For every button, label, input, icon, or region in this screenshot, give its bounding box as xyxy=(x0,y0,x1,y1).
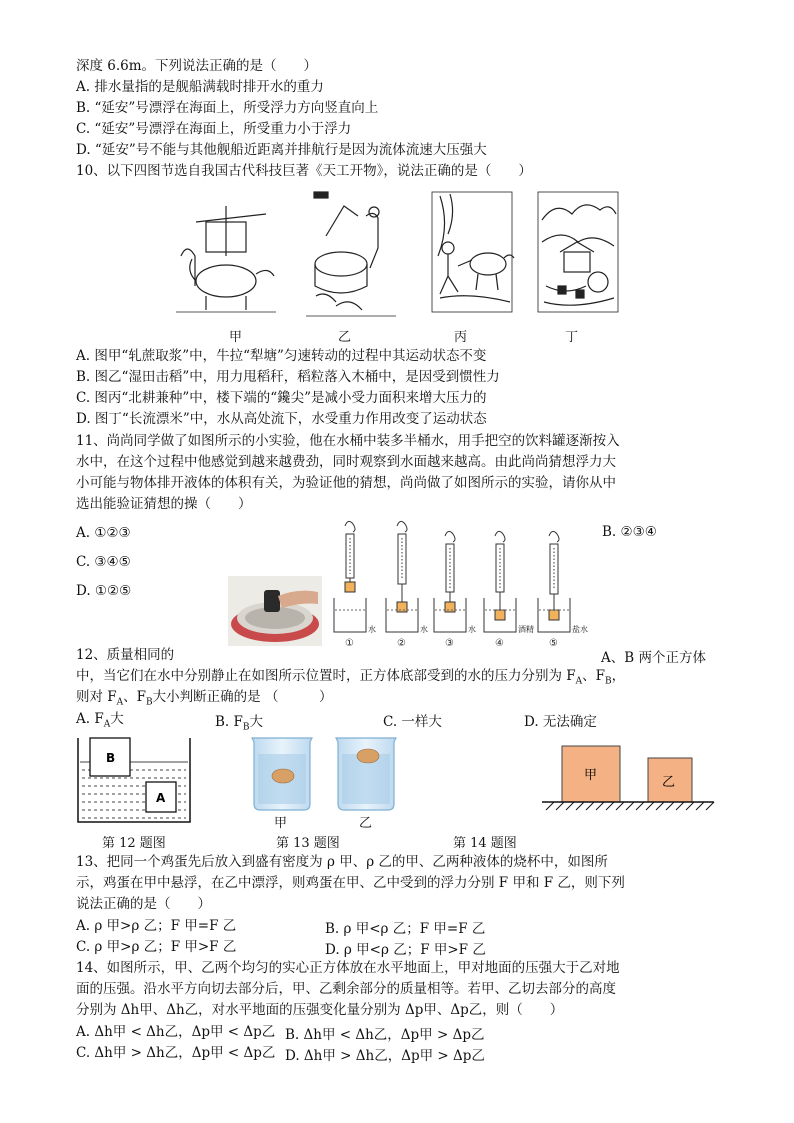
q13-option-b: B. ρ 甲<ρ 乙；F 甲=F 乙 xyxy=(325,921,486,937)
q11-stem-line2: 水中，在这个过程中他感觉到越来越费劲，同时观察到水面越来越高。由此尚尚猜想浮力大 xyxy=(76,454,616,470)
fig13-caption: 第 13 题图 xyxy=(276,836,340,851)
liquid-label-3: 水 xyxy=(468,625,476,634)
q12-option-c: C. 一样大 xyxy=(383,714,442,730)
caption-bing: 丙 xyxy=(454,330,468,345)
q13-stem-line3: 说法正确的是（ ） xyxy=(76,896,211,912)
ploughing-illustration xyxy=(432,192,514,312)
q10-option-d: D. 图丁“长流漂米”中，水从高处流下，水受重力作用改变了运动状态 xyxy=(76,411,487,427)
liquid-label-5: 盐水 xyxy=(572,625,588,634)
beaker-yi xyxy=(336,738,396,810)
q13-stem-line2: 示，鸡蛋在甲中悬浮，在乙中漂浮，则鸡蛋在甲、乙中受到的浮力分别 F 甲和 F 乙，则下列 xyxy=(76,875,625,891)
q14-stem-line3: 分别为 Δh甲、Δh乙，对水平地面的压强变化量分别为 Δp甲、Δp乙，则（ ） xyxy=(76,1002,564,1018)
beaker-number-4: ④ xyxy=(495,638,504,648)
q12-stem-line3: 则对 $F_A$、$F_B$大小判断正确的是 （ ） xyxy=(76,689,333,708)
q11-option-b: B. ②③④ xyxy=(602,524,657,540)
fig13-label-yi: 乙 xyxy=(359,816,373,831)
q10-stem: 10、以下四图节选自我国古代科技巨著《天工开物》，说法正确的是（ ） xyxy=(76,163,532,179)
fig14-cubes xyxy=(540,742,716,814)
liquid-label-4: 酒精 xyxy=(518,625,534,634)
q14-stem-line1: 14、如图所示，甲、乙两个均匀的实心正方体放在水平地面上，甲对地面的压强大于乙对地 xyxy=(76,960,620,976)
q13-option-c: C. ρ 甲>ρ 乙；F 甲>F 乙 xyxy=(76,939,237,955)
q9-option-a: A. 排水量指的是舰船满载时排开水的重力 xyxy=(76,79,324,95)
fig13-beakers xyxy=(246,736,406,812)
egg-jia xyxy=(272,769,294,783)
q9-option-d: D. “延安”号不能与其他舰船近距离并排航行是因为流体流速大压强大 xyxy=(76,142,487,158)
beaker-number-3: ③ xyxy=(445,638,454,648)
q12-stem-line1b: A、B 两个正方体 xyxy=(601,650,706,666)
bucket-photo xyxy=(228,576,322,646)
q12-stem-line2: 中，当它们在水中分别静止在如图所示位置时，正方体底部受到的水的压力分别为 $F_A$、$F_B$， xyxy=(76,668,626,687)
q9-option-c: C. “延安”号漂浮在海面上，所受重力小于浮力 xyxy=(76,121,352,137)
cube-jia-label: 甲 xyxy=(584,768,598,783)
q12-option-a: A. $F_A$大 xyxy=(76,711,124,730)
q14-option-d: D. Δh甲 > Δh乙，Δp甲 > Δp乙 xyxy=(285,1048,485,1064)
q11-option-c: C. ③④⑤ xyxy=(76,554,131,570)
caption-yi: 乙 xyxy=(338,330,352,345)
q11-option-a: A. ①②③ xyxy=(76,525,131,541)
egg-yi xyxy=(357,749,379,763)
q12-stem-line1a: 12、质量相同的 xyxy=(76,647,175,663)
q14-stem-line2: 面的压强。沿水平方向切去部分后，甲、乙剩余部分的质量相等。若甲、乙切去部分的高度 xyxy=(76,981,616,997)
q12-option-d: D. 无法确定 xyxy=(524,714,597,730)
q14-option-c: C. Δh甲 > Δh乙，Δp甲 < Δp乙 xyxy=(76,1045,276,1061)
water-mill-illustration xyxy=(538,192,618,312)
liquid-label-2: 水 xyxy=(420,625,428,634)
q9-stem-tail: 深度 6.6m。下列说法正确的是（ ） xyxy=(76,58,318,74)
q13-option-d: D. ρ 甲<ρ 乙；F 甲>F 乙 xyxy=(325,942,486,958)
beaker-1 xyxy=(334,598,366,632)
q12-option-b: B. $F_B$大 xyxy=(215,714,263,733)
caption-ding: 丁 xyxy=(565,330,579,345)
spring-scale-3 xyxy=(445,531,455,612)
beaker-number-1: ① xyxy=(345,638,354,648)
q11-stem-line1: 11、尚尚同学做了如图所示的小实验，他在水桶中装多半桶水，用手把空的饮料罐逐渐按入 xyxy=(76,433,620,449)
spring-scale-5 xyxy=(549,531,559,620)
spring-scale-4 xyxy=(495,531,505,620)
fig13-label-jia: 甲 xyxy=(274,816,288,831)
q10-option-b: B. 图乙“湿田击稻”中，用力甩稻秆，稻粒落入木桶中，是因受到惯性力 xyxy=(76,369,500,385)
spring-scale-experiments xyxy=(328,516,598,648)
caption-jia: 甲 xyxy=(229,330,243,345)
q14-option-a: A. Δh甲 < Δh乙，Δp甲 < Δp乙 xyxy=(76,1024,276,1040)
beaker-jia xyxy=(252,738,312,810)
q11-stem-line4: 选出能验证猜想的操（ ） xyxy=(76,496,252,512)
q9-option-b: B. “延安”号漂浮在海面上，所受浮力方向竖直向上 xyxy=(76,100,379,116)
beaker-number-2: ② xyxy=(397,638,406,648)
q10-illustrations xyxy=(176,186,622,326)
ox-press-illustration xyxy=(176,206,276,312)
fig12-container xyxy=(76,734,194,828)
q10-option-a: A. 图甲“轧蔗取浆”中，牛拉“犁塘”匀速转动的过程中其运动状态不变 xyxy=(76,348,487,364)
q13-stem-line1: 13、把同一个鸡蛋先后放入到盛有密度为 ρ 甲、ρ 乙的甲、乙两种液体的烧杯中，如图所 xyxy=(76,854,608,870)
cube-yi-label: 乙 xyxy=(662,775,676,790)
spring-scale-1 xyxy=(345,521,355,592)
q11-stem-line3: 小可能与物体排开液体的体积有关，为验证他的猜想，尚尚做了如图所示的实验，请你从中 xyxy=(76,475,616,491)
q10-option-c: C. 图丙“北耕兼种”中，楼下端的“鑱尖”是减小受力面积来增大压力的 xyxy=(76,390,487,406)
cube-b-label: B xyxy=(106,751,116,765)
q11-option-d: D. ①②⑤ xyxy=(76,583,132,599)
q13-option-a: A. ρ 甲>ρ 乙；F 甲=F 乙 xyxy=(76,918,237,934)
spring-scale-2 xyxy=(397,521,407,612)
beaker-number-5: ⑤ xyxy=(549,638,558,648)
q14-option-b: B. Δh甲 < Δh乙，Δp甲 > Δp乙 xyxy=(285,1027,485,1043)
cube-a-label: A xyxy=(156,791,166,805)
fig12-caption: 第 12 题图 xyxy=(102,836,166,851)
liquid-label-1: 水 xyxy=(368,625,376,634)
fig14-caption: 第 14 题图 xyxy=(453,836,517,851)
threshing-illustration xyxy=(306,192,396,316)
